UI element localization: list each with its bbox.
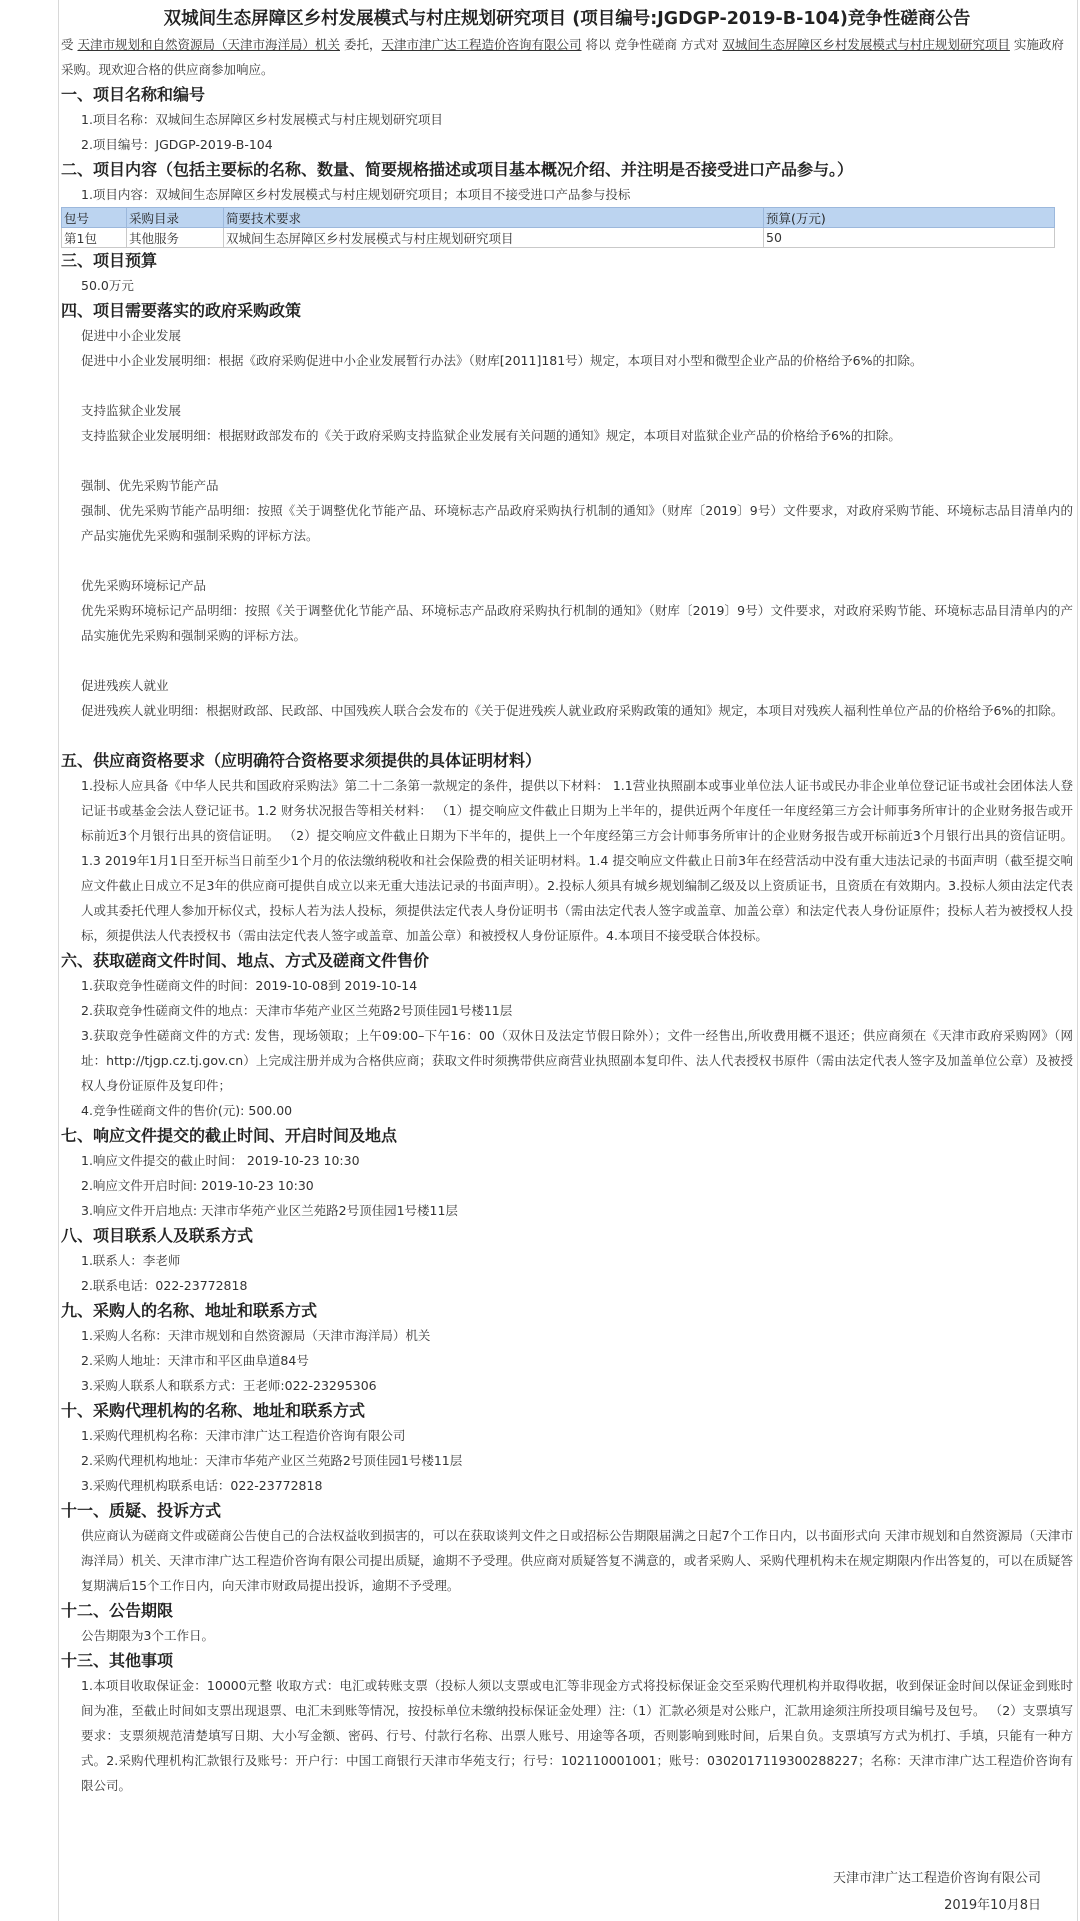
response-open-time: 2.响应文件开启时间: 2019-10-23 10:30 (81, 1178, 314, 1193)
policy-title: 优先采购环境标记产品 (81, 578, 207, 593)
doc-time: 1.获取竞争性磋商文件的时间：2019-10-08到 2019-10-14 (81, 978, 418, 993)
agency-phone: 3.采购代理机构联系电话：022-23772818 (81, 1478, 323, 1493)
table-cell: 双城间生态屏障区乡村发展模式与村庄规划研究项目 (224, 228, 764, 248)
table-cell: 第1包 (62, 228, 127, 248)
contact-phone: 2.联系电话：022-23772818 (81, 1278, 248, 1293)
doc-price: 4.竞争性磋商文件的售价(元): 500.00 (81, 1103, 293, 1118)
section-heading-7: 七、响应文件提交的截止时间、开启时间及地点 (61, 1126, 398, 1145)
agency-address: 2.采购代理机构地址：天津市华苑产业区兰苑路2号顶佳园1号楼11层 (81, 1453, 463, 1468)
purchaser-contact: 3.采购人联系人和联系方式：王老师:022-23295306 (81, 1378, 377, 1393)
signature-org: 天津市津广达工程造价咨询有限公司 (832, 1871, 1041, 1886)
policy-title: 促进残疾人就业 (81, 678, 169, 693)
response-open-location: 3.响应文件开启地点: 天津市华苑产业区兰苑路2号顶佳园1号楼11层 (81, 1203, 458, 1218)
section-heading-5: 五、供应商资格要求（应明确符合资格要求须提供的具体证明材料） (61, 751, 542, 770)
table-header-cell: 预算(万元) (764, 208, 1055, 228)
agency-name: 1.采购代理机构名称：天津市津广达工程造价咨询有限公司 (81, 1428, 406, 1443)
section-heading-9: 九、采购人的名称、地址和联系方式 (61, 1301, 318, 1320)
agency-link[interactable]: 天津市津广达工程造价咨询有限公司 (381, 37, 582, 52)
intro-text: 委托， (340, 37, 382, 52)
signature-date: 2019年10月8日 (944, 1898, 1041, 1913)
section-heading-2: 二、项目内容（包括主要标的名称、数量、简要规格描述或项目基本概况介绍、并注明是否接受进口产品参与。） (61, 160, 854, 179)
table-header-row (62, 208, 1055, 228)
intro-text: 将以 竞争性磋商 方式对 (581, 37, 723, 52)
notice-period: 公告期限为3个工作日。 (81, 1628, 214, 1643)
notice-page (58, 0, 1078, 1921)
project-name: 1.项目名称：双城间生态屏障区乡村发展模式与村庄规划研究项目 (81, 112, 443, 127)
doc-method: 3.获取竞争性磋商文件的方式: 发售，现场领取；上午09:00–下午16：00（双休日及法定节假日除外）；文件一经售出,所收费用概不退还；供应商须在《天津市政府采购网》（网址：http://tjgp.cz.tj.gov.cn）上完成注册并成为合格供应商；获取文件时须携带供应商营业执照副本复印件、法人代表授权书原件（需由法定代表人签字及加盖单位公章）及被授权人身份证原件及复印件； (81, 1028, 1073, 1093)
section-heading-11: 十一、质疑、投诉方式 (61, 1501, 222, 1520)
policy-title: 促进中小企业发展 (81, 328, 182, 343)
other-matters: 1.本项目收取保证金：10000元整 收取方式：电汇或转账支票（投标人须以支票或电汇等非现金方式将投标保证金交至采购代理机构并取得收据，收到保证金时间以保证金到账时间为准，至截止时间如支票出现退票、电汇未到账等情况，按投标单位未缴纳投标保证金处理）注:（1）汇款必须是对公账户，汇款用途须注所投项目编号及包号。 （2）支票填写要求：支票须规范清楚填写日期、大小写金额、密码、行号、付款行名称、出票人账号、用途等各项，否则影响到账时间，后果自负。支票填写方式为机打、手填，只能有一种方式。2.采购代理机构汇款银行及账号：开户行：中国工商银行天津市华苑支行；行号：102110001001；账号：0302017119300288227；名称：天津市津广达工程造价咨询有限公司。 (81, 1678, 1073, 1793)
table-header-cell: 采购目录 (127, 208, 224, 228)
table-cell: 50 (764, 228, 1055, 248)
package-table (61, 207, 1055, 248)
qualification-text: 1.投标人应具备《中华人民共和国政府采购法》第二十二条第一款规定的条件，提供以下材料： 1.1营业执照副本或事业单位法人证书或民办非企业单位登记证书或社会团体法人登记证书或基金会法人登记证书。1.2 财务状况报告等相关材料： （1）提交响应文件截止日期为上半年的，提供近两个年度任一年度经第三方会计师事务所审计的企业财务报告或开标前近3个月银行出具的资信证明。 （2）提交响应文件截止日期为下半年的，提供上一个年度经第三方会计师事务所审计的企业财务报告或开标前近3个月银行出具的资信证明。1.3 2019年1月1日至开标当日前至少1个月的依法缴纳税收和社会保险费的相关证明材料。1.4 提交响应文件截止日前3年在经营活动中没有重大违法记录的书面声明（截至提交响应文件截止日成立不足3年的供应商可提供自成立以来无重大违法记录的书面声明）。2.投标人须具有城乡规划编制乙级及以上资质证书，且资质在有效期内。3.投标人须由法定代表人或其委托代理人参加开标仪式，投标人若为法人投标，须提供法定代表人身份证明书（需由法定代表人签字或盖章、加盖公章）和法定代表人身份证原件；投标人若为被授权人投标，须提供法人代表授权书（需由法定代表人签字或盖章、加盖公章）和被授权人身份证原件。4.本项目不接受联合体投标。 (81, 778, 1073, 943)
table-row (62, 228, 1055, 248)
section-heading-3: 三、项目预算 (61, 251, 158, 270)
section-heading-8: 八、项目联系人及联系方式 (61, 1226, 254, 1245)
table-header-cell: 包号 (62, 208, 127, 228)
policy-title: 支持监狱企业发展 (81, 403, 182, 418)
policy-text: 强制、优先采购节能产品明细：按照《关于调整优化节能产品、环境标志产品政府采购执行机制的通知》（财库〔2019〕9号）文件要求，对政府采购节能、环境标志品目清单内的产品实施优先采购和强制采购的评标方法。 (81, 503, 1073, 543)
section-heading-1: 一、项目名称和编号 (61, 85, 206, 104)
policy-text: 促进中小企业发展明细：根据《政府采购促进中小企业发展暂行办法》（财库[2011]181号）规定，本项目对小型和微型企业产品的价格给予6%的扣除。 (81, 353, 923, 368)
table-cell: 其他服务 (127, 228, 224, 248)
doc-location: 2.获取竞争性磋商文件的地点：天津市华苑产业区兰苑路2号顶佳园1号楼11层 (81, 1003, 513, 1018)
budget-value: 50.0万元 (81, 278, 134, 293)
project-code: 2.项目编号：JGDGP-2019-B-104 (81, 137, 273, 152)
policy-title: 强制、优先采购节能产品 (81, 478, 219, 493)
section-heading-12: 十二、公告期限 (61, 1601, 174, 1620)
project-link[interactable]: 双城间生态屏障区乡村发展模式与村庄规划研究项目 (722, 37, 1010, 52)
section-heading-4: 四、项目需要落实的政府采购政策 (61, 301, 302, 320)
purchaser-address: 2.采购人地址：天津市和平区曲阜道84号 (81, 1353, 309, 1368)
intro-paragraph (61, 32, 1073, 82)
section-heading-13: 十三、其他事项 (61, 1651, 174, 1670)
table-header-cell: 简要技术要求 (224, 208, 764, 228)
policy-text: 促进残疾人就业明细：根据财政部、民政部、中国残疾人联合会发布的《关于促进残疾人就业政府采购政策的通知》规定，本项目对残疾人福利性单位产品的价格给予6%的扣除。 (81, 703, 1064, 718)
project-content: 1.项目内容：双城间生态屏障区乡村发展模式与村庄规划研究项目；本项目不接受进口产品参与投标 (81, 187, 631, 202)
section-heading-6: 六、获取磋商文件时间、地点、方式及磋商文件售价 (61, 951, 430, 970)
purchaser-link[interactable]: 天津市规划和自然资源局（天津市海洋局）机关 (77, 37, 340, 52)
page-title: 双城间生态屏障区乡村发展模式与村庄规划研究项目 (项目编号:JGDGP-2019-B-104)竞争性磋商公告 (163, 9, 971, 29)
contact-person: 1.联系人：李老师 (81, 1253, 181, 1268)
intro-text: 受 (61, 37, 78, 52)
policy-text: 优先采购环境标记产品明细：按照《关于调整优化节能产品、环境标志产品政府采购执行机制的通知》（财库〔2019〕9号）文件要求，对政府采购节能、环境标志品目清单内的产品实施优先采购和强制采购的评标方法。 (81, 603, 1073, 643)
policy-text: 支持监狱企业发展明细：根据财政部发布的《关于政府采购支持监狱企业发展有关问题的通知》规定，本项目对监狱企业产品的价格给予6%的扣除。 (81, 428, 901, 443)
complaint-text: 供应商认为磋商文件或磋商公告使自己的合法权益收到损害的，可以在获取谈判文件之日或招标公告期限届满之日起7个工作日内，以书面形式向 天津市规划和自然资源局（天津市海洋局）机关、天津市津广达工程造价咨询有限公司提出质疑，逾期不予受理。供应商对质疑答复不满意的，或者采购人、采购代理机构未在规定期限内作出答复的，可以在质疑答复期满后15个工作日内，向天津市财政局提出投诉，逾期不予受理。 (81, 1528, 1073, 1593)
intro-text: 实施政府采购。现欢迎合格的供应商参加响应。 (61, 37, 1064, 77)
purchaser-name: 1.采购人名称：天津市规划和自然资源局（天津市海洋局）机关 (81, 1328, 431, 1343)
response-deadline: 1.响应文件提交的截止时间： 2019-10-23 10:30 (81, 1153, 360, 1168)
section-heading-10: 十、采购代理机构的名称、地址和联系方式 (61, 1401, 366, 1420)
